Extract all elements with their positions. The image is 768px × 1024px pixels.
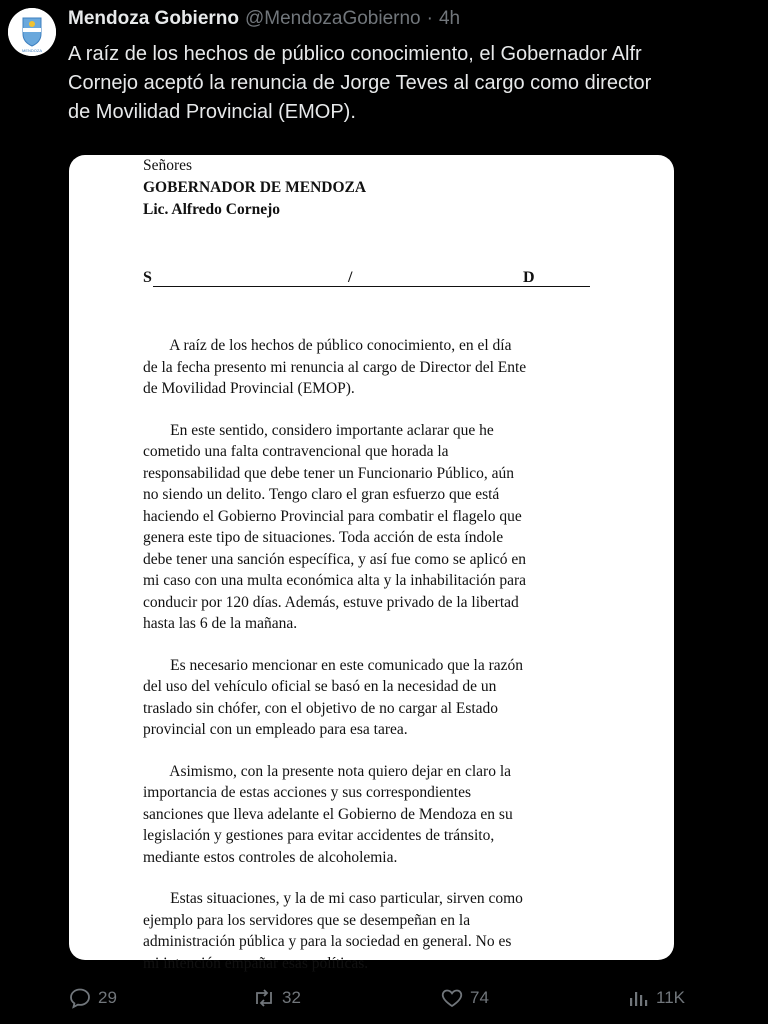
letter-line: Es necesario mencionar en este comunicado que la razón xyxy=(143,656,524,674)
letter-line: mediante estos controles de alcoholemia. xyxy=(143,848,398,866)
timestamp[interactable]: 4h xyxy=(438,8,461,29)
tweet-text-line: de Movilidad Provincial (EMOP). xyxy=(68,101,356,123)
letter-line: mi caso con una multa económica alta y la inhabilitación para xyxy=(143,572,527,589)
letter-line: ejemplo para los servidores que se desempeñan en la xyxy=(143,911,471,929)
letter-line: de la fecha presento mi renuncia al cargo de Director del Ente xyxy=(143,358,527,376)
reply-button[interactable] xyxy=(68,984,117,1012)
reply-icon xyxy=(68,986,92,1010)
letter-line: provincial con un empleado para esa tarea. xyxy=(143,721,408,738)
letter-line: A raíz de los hechos de público conocimiento, en el día xyxy=(143,337,512,354)
letter-line: de Movilidad Provincial (EMOP). xyxy=(143,380,355,397)
letter-line: mi intención empañar esas políticas. xyxy=(143,954,369,972)
letter-body xyxy=(143,335,603,974)
sd-s: S xyxy=(143,269,152,286)
salutation-line: Lic. Alfredo Cornejo xyxy=(143,201,281,218)
tweet-media-image[interactable] xyxy=(69,155,674,972)
letter-paragraph xyxy=(143,420,603,635)
salutation-line: Señores xyxy=(143,157,193,174)
letter-line: administración pública y para la sociedad en general. No es xyxy=(143,933,512,950)
sd-slash: / xyxy=(348,269,353,286)
letter-paragraph xyxy=(143,761,603,869)
letter-line: responsabilidad que debe tener un Funcionario Público, aún xyxy=(143,464,515,482)
letter-paragraph xyxy=(143,655,603,741)
letter-paragraph xyxy=(143,888,603,974)
avatar[interactable] xyxy=(8,8,56,56)
tweet-text-line: A raíz de los hechos de público conocimiento, el Gobernador Alfr xyxy=(68,43,642,65)
view-count: 11K xyxy=(656,988,685,1007)
separator-dot: · xyxy=(426,8,433,29)
letter-salutation xyxy=(143,155,603,221)
like-count: 74 xyxy=(470,988,489,1007)
retweet-button[interactable] xyxy=(252,984,301,1012)
sd-line xyxy=(143,269,603,291)
letter-line: no siendo un delito. Tengo claro el gran esfuerzo que está xyxy=(143,486,500,503)
mendoza-seal-icon xyxy=(8,8,56,56)
letter-line: traslado sin chófer, con el objetivo de no cargar al Estado xyxy=(143,699,499,717)
retweet-count: 32 xyxy=(282,988,301,1007)
tweet-text-line: Cornejo aceptó la renuncia de Jorge Teves al cargo como director xyxy=(68,72,652,94)
letter-line: debe tener una sanción específica, y así fue como se aplicó en xyxy=(143,550,527,568)
letter-line: sanciones que lleva adelante el Gobierno de Mendoza en su xyxy=(143,805,513,823)
letter-line: legislación y gestiones para evitar accidentes de tránsito, xyxy=(143,827,495,844)
letter-line: del uso del vehículo oficial se basó en la necesidad de un xyxy=(143,678,497,695)
tweet-actions xyxy=(0,984,768,1012)
letter-line: Asimismo, con la presente nota quiero dejar en claro la xyxy=(143,762,512,780)
svg-text:MENDOZA: MENDOZA xyxy=(22,48,42,53)
letter-line: haciendo el Gobierno Provincial para combatir el flagelo que xyxy=(143,507,522,525)
tweet-text xyxy=(68,40,768,127)
letter-line: En este sentido, considero importante aclarar que he xyxy=(143,421,494,439)
letter-line: conducir por 120 días. Además, estuve privado de la libertad xyxy=(143,593,519,611)
views-button[interactable] xyxy=(626,984,685,1012)
letter-line: cometido una falta contravencional que horada la xyxy=(143,443,449,460)
letter-line: Estas situaciones, y la de mi caso particular, sirven como xyxy=(143,890,523,907)
sd-d: D xyxy=(523,269,535,286)
letter-paragraph xyxy=(143,335,603,400)
heart-icon xyxy=(440,986,464,1010)
like-button[interactable] xyxy=(440,984,489,1012)
letter-line: genera este tipo de situaciones. Toda acción de esta índole xyxy=(143,529,504,546)
salutation-line: GOBERNADOR DE MENDOZA xyxy=(143,179,367,196)
letter-line: hasta las 6 de la mañana. xyxy=(143,615,298,632)
user-handle[interactable]: @MendozaGobierno xyxy=(245,8,421,29)
retweet-icon xyxy=(252,986,276,1010)
reply-count: 29 xyxy=(98,988,117,1007)
tweet-header xyxy=(68,8,460,36)
resignation-letter xyxy=(143,155,603,974)
letter-line: importancia de estas acciones y sus correspondientes xyxy=(143,784,471,801)
analytics-icon xyxy=(626,986,650,1010)
display-name[interactable]: Mendoza Gobierno xyxy=(68,8,239,29)
